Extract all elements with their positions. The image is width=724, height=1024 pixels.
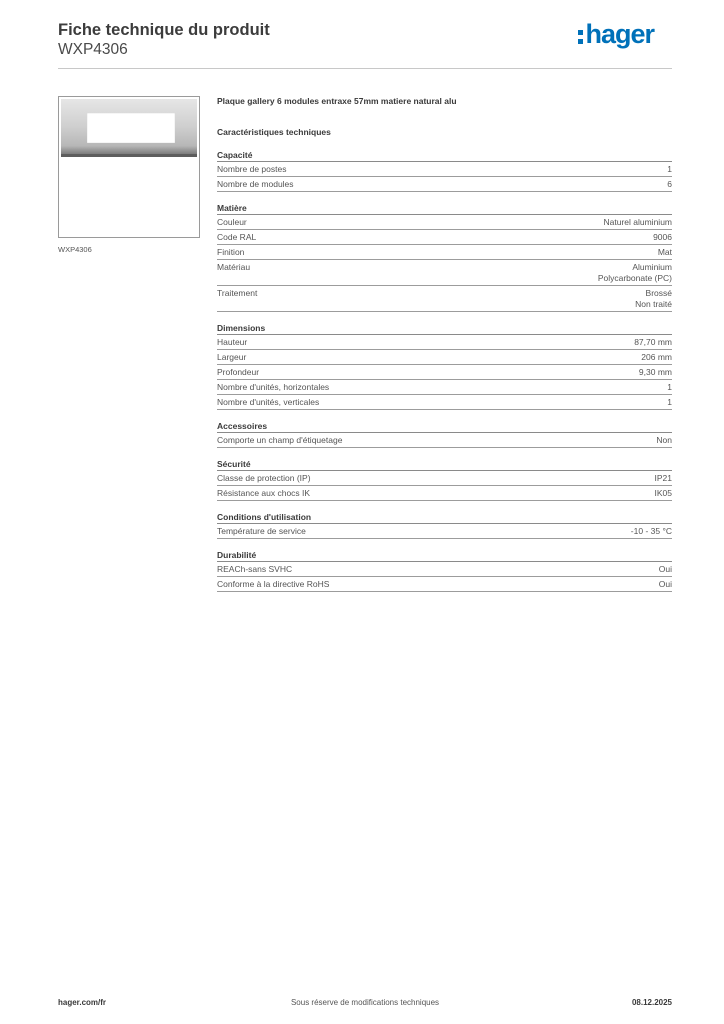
plate-illustration (61, 99, 197, 157)
spec-group (217, 421, 672, 448)
image-caption: WXP4306 (58, 245, 92, 254)
spec-groups (217, 150, 672, 592)
spec-label: Nombre d'unités, horizontales (217, 382, 330, 392)
spec-group-title: Capacité (217, 150, 672, 162)
spec-label: Classe de protection (IP) (217, 473, 311, 483)
spec-row (217, 433, 672, 448)
spec-label: Hauteur (217, 337, 248, 347)
spec-value: Oui (658, 579, 672, 589)
footer-website-link[interactable]: hager.com/fr (58, 998, 107, 1007)
spec-row (217, 162, 672, 177)
spec-row (217, 177, 672, 192)
spec-value: IP21 (654, 473, 672, 483)
spec-row (217, 286, 672, 312)
page-title: Fiche technique du produit (58, 21, 270, 39)
spec-value: 6 (667, 179, 672, 189)
spec-content (217, 96, 672, 592)
spec-label: Code RAL (217, 232, 257, 242)
spec-row (217, 335, 672, 350)
spec-value: Brossé Non traité (635, 288, 672, 309)
footer-notice: Sous réserve de modifications techniques (290, 998, 440, 1007)
spec-row (217, 365, 672, 380)
spec-row (217, 486, 672, 501)
spec-row (217, 215, 672, 230)
spec-row (217, 260, 672, 286)
footer-date: 08.12.2025 (631, 998, 672, 1007)
spec-row (217, 245, 672, 260)
spec-group-title: Conditions d'utilisation (217, 512, 672, 524)
spec-group (217, 550, 672, 592)
spec-value: -10 - 35 °C (630, 526, 672, 536)
spec-row (217, 395, 672, 410)
spec-row (217, 230, 672, 245)
spec-value: 1 (667, 382, 672, 392)
spec-row (217, 380, 672, 395)
spec-row (217, 577, 672, 592)
spec-label: Couleur (217, 217, 247, 227)
spec-row (217, 524, 672, 539)
product-code: WXP4306 (58, 41, 128, 58)
spec-value: IK05 (654, 488, 672, 498)
spec-group (217, 323, 672, 410)
spec-value: 9,30 mm (638, 367, 672, 377)
spec-value: Naturel aluminium (603, 217, 672, 227)
spec-label: Résistance aux chocs IK (217, 488, 311, 498)
spec-row (217, 350, 672, 365)
spec-group (217, 459, 672, 501)
product-image (58, 96, 200, 238)
logo-dots-icon (578, 30, 583, 44)
page-header (58, 20, 672, 68)
hager-logo[interactable] (578, 18, 654, 50)
spec-label: Traitement (217, 288, 258, 298)
spec-group-title: Matière (217, 203, 672, 215)
spec-label: Finition (217, 247, 245, 257)
spec-label: Comporte un champ d'étiquetage (217, 435, 343, 445)
spec-group-title: Durabilité (217, 550, 672, 562)
spec-label: Profondeur (217, 367, 260, 377)
page-footer (58, 998, 672, 1010)
spec-group-title: Accessoires (217, 421, 672, 433)
spec-label: REACh-sans SVHC (217, 564, 293, 574)
logo-text: hager (585, 19, 654, 49)
header-divider (58, 68, 672, 69)
spec-label: Largeur (217, 352, 247, 362)
spec-group-title: Sécurité (217, 459, 672, 471)
spec-group-title: Dimensions (217, 323, 672, 335)
product-description: Plaque gallery 6 modules entraxe 57mm matiere natural alu (217, 96, 457, 106)
spec-value: Aluminium Polycarbonate (PC) (597, 262, 672, 283)
spec-value: 9006 (653, 232, 672, 242)
spec-value: Non (656, 435, 672, 445)
spec-row (217, 562, 672, 577)
spec-value: 206 mm (641, 352, 672, 362)
spec-value: Mat (657, 247, 672, 257)
specs-heading: Caractéristiques techniques (217, 127, 331, 137)
spec-group (217, 203, 672, 312)
spec-value: 1 (667, 397, 672, 407)
spec-value: 87,70 mm (634, 337, 672, 347)
spec-group (217, 150, 672, 192)
spec-label: Nombre de modules (217, 179, 294, 189)
spec-row (217, 471, 672, 486)
spec-label: Température de service (217, 526, 306, 536)
spec-label: Nombre de postes (217, 164, 287, 174)
plate-window (87, 113, 175, 143)
spec-value: 1 (667, 164, 672, 174)
spec-value: Oui (658, 564, 672, 574)
spec-group (217, 512, 672, 539)
spec-label: Nombre d'unités, verticales (217, 397, 320, 407)
spec-label: Conforme à la directive RoHS (217, 579, 330, 589)
spec-label: Matériau (217, 262, 251, 272)
